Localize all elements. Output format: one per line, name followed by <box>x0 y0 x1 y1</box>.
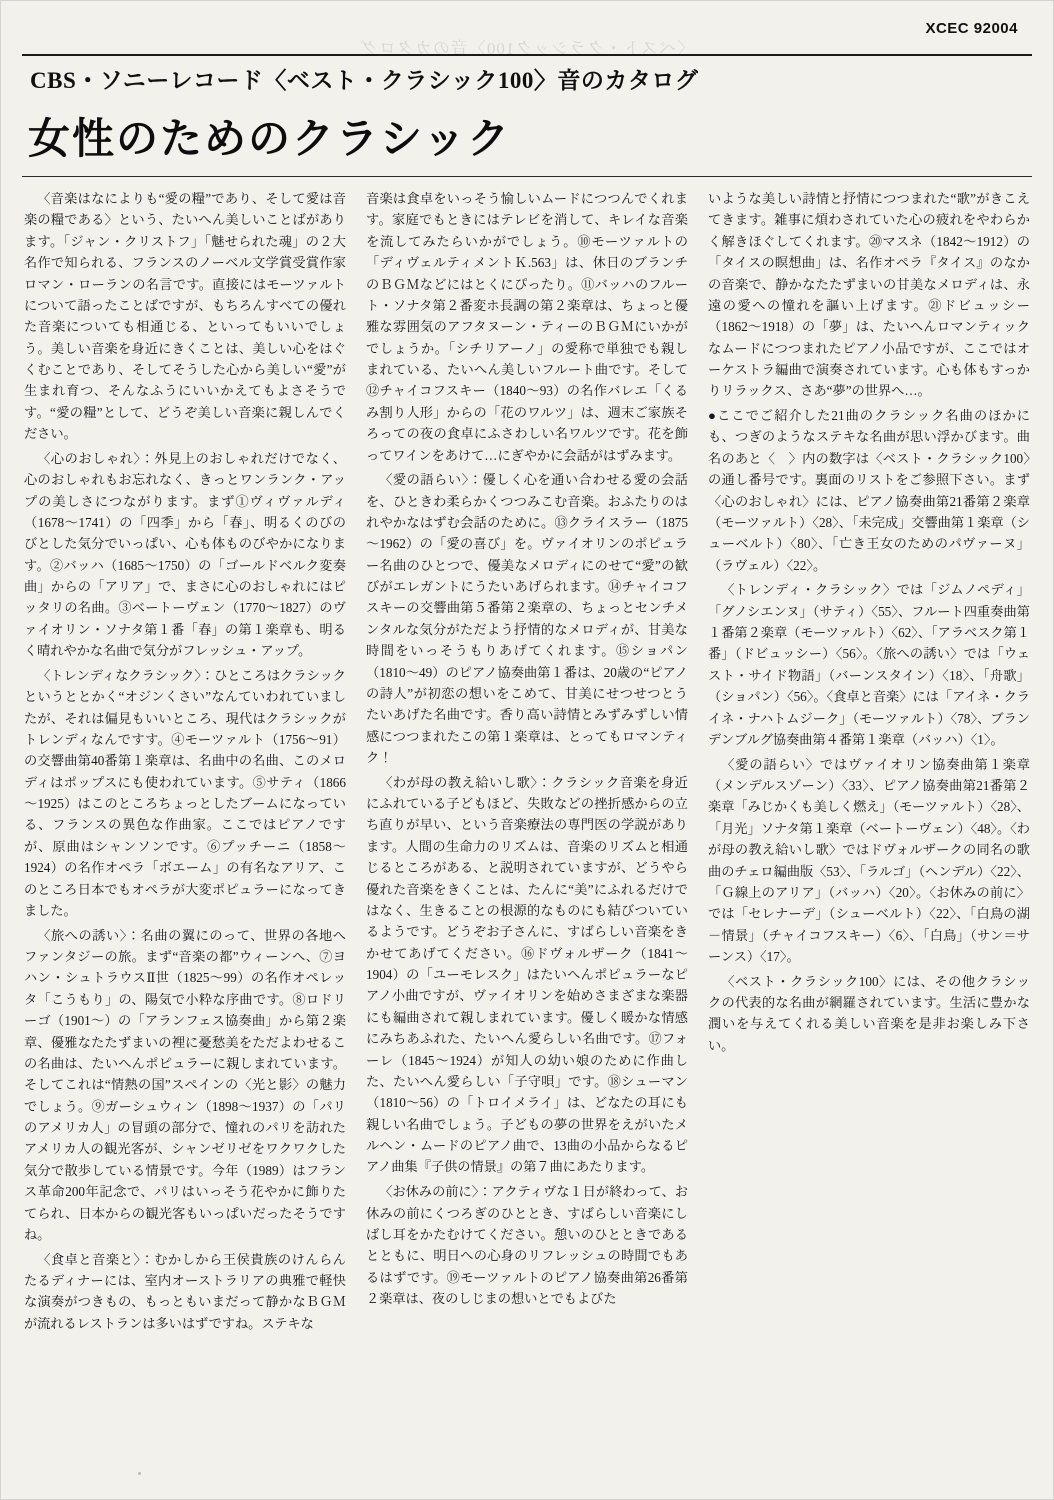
show-through-text: 〈ベスト・クラシック100〉音のカタログ <box>359 39 695 58</box>
paragraph: 〈食卓と音楽と〉：むかしから王侯貴族のけんらんたるディナーには、室内オーストラリアの典雅で軽快な演奏がつきもの、もっともいまだって静かなＢＧＭが流れるレストランは多いはずですね。ステキな <box>24 1251 346 1331</box>
paragraph: 〈愛の語らい〉：優しく心を通い合わせる愛の会話を、ひときわ柔らかくつつみこむ音楽。おふたりのはれやかなはずむ会話のために。⑬クライスラー（1875～1962）の「愛の喜び」を。ヴァイオリンのポピュラー名曲のひとつで、優美なメロディにのせて“愛”の歓びがエレガントにうたいあげられます。⑭チャイコフスキーの交響曲第５番第２楽章の、ちょっとセンチメンタルな気分がただよう抒情的なメロディが、甘美な時間をいっそうもりあげてくれます。⑮ショパン（1810～49）のピアノ協奏曲第１番は、20歳の“ピアノの詩人”が初恋の想いをこめて、甘美にせつせつとうたいあげた名曲です。香り高い詩情とみずみずしい情感につつまれたこの第１楽章は、とってもロマンティク！ <box>366 472 688 766</box>
paragraph: 音楽は食卓をいっそう愉しいムードにつつんでくれます。家庭でもときにはテレビを消して、キレイな音楽を流してみたらいかがでしょう。⑩モーツァルトの「ディヴェルティメントＫ.563」は、休日のブランチのＢＧＭなどにはとくにぴったり。⑪バッハのフルート・ソナタ第２番変ホ長調の第２楽章は、ちょっと優雅な雰囲気のアフタヌーン・ティーのＢＧＭにいかがでしょうか。「シチリアーノ」の愛称で単独でも親しまれている、たいへん美しいフルート曲です。そして⑫チャイコフスキー（1840～93）の名作バレエ「くるみ割り人形」からの「花のワルツ」は、週末ご家族そろっての夜の食卓にふさわしい名ワルツです。花を飾ってワインをあけて…にぎやかに会話がはずみます。 <box>366 191 688 463</box>
page-title: 女性のためのクラシック <box>28 117 512 163</box>
page-speck <box>138 1472 141 1475</box>
paragraph: いような美しい詩情と抒情につつまれた“歌”がきこえてきます。雑事に煩わされていた心の疲れをやわらかく解きほぐしてくれます。⑳マスネ（1842～1912）の「タイスの瞑想曲」は、名作オペラ『タイス』のなかの音楽で、静かなたたずまいの甘美なメロディは、永遠の愛への憧れを謳い上げます。㉑ドビュッシー（1862～1918）の「夢」は、たいへんロマンティックなムードにつつまれたピアノ小品ですが、ここではオーケストラ編曲で演奏されています。心も体もすっかりリラックス、さあ“夢”の世界へ…。 <box>708 191 1030 399</box>
paragraph: 〈愛の語らい〉ではヴァイオリン協奏曲第１楽章（メンデルスゾーン）〈33〉、ピアノ協奏曲第21番第２楽章「みじかくも美しく燃え」（モーツァルト）〈28〉、「月光」ソナタ第１楽章（ベートーヴェン）〈48〉。〈わが母の教え給いし歌〉ではドヴォルザークの同名の歌曲のチェロ編曲版〈53〉、「ラルゴ」（ヘンデル）〈22〉、「Ｇ線上のアリア」（バッハ）〈20〉。〈お休みの前に〉では「セレナーデ」（シューベルト）〈22〉、「白鳥の湖－情景」（チャイコフスキー）〈6〉、「白鳥」（サン＝サーンス）〈17〉。 <box>708 756 1030 965</box>
article-body <box>24 188 1030 1337</box>
paragraph: 〈わが母の教え給いし歌〉：クラシック音楽を身近にふれている子どもほど、失敗などの挫折感からの立ち直りが早い、という音楽療法の専門医の学説があります。人間の生命力のリズムは、音楽のリズムと相通じるところがある、と説明されていますが、どうやら優れた音楽をきくことは、たんに“美”にふれるだけではなく、生きることの根源的なものにも結びついているようです。どうぞお子さんに、すばらしい音楽をきかせてあげてください。⑯ドヴォルザーク（1841～1904）の「ユーモレスク」はたいへんポピュラーなピアノ小曲ですが、ヴァイオリンを始めさまざまな楽器にも編曲されて親しまれています。優しく暖かな情感にみちあふれた、たいへん愛らしい名曲です。⑰フォーレ（1845～1924）が知人の幼い娘のために作曲した、たいへん愛らしい「子守唄」です。⑱シューマン（1810～56）の「トロイメライ」は、どなたの耳にも親しい名曲でしょう。子どもの夢の世界をえがいたメルヘン・ムードのピアノ曲で、13曲の小品からなるピアノ曲集『子供の情景』の第７曲にあたります。 <box>366 774 688 1175</box>
paragraph: 〈旅への誘い〉：名曲の翼にのって、世界の各地へファンタジーの旅。まず“音楽の都”ウィーンへ、⑦ヨハン・シュトラウスⅡ世（1825～99）の名作オペレッタ「こうもり」の、陽気で小粋な序曲です。⑧ロドリーゴ（1901～）の「アランフェス協奏曲」から第２楽章、優雅なたたずまいの裡に憂愁美をただよわせるこの名曲は、たいへんポピュラーに親しまれています。そしてこれは“情熱の国”スペインの〈光と影〉の魅力でしょう。⑨ガーシュウィン（1898～1937）の「パリのアメリカ人」の冒頭の部分で、憧れのパリを訪れたアメリカ人の観光客が、シャンゼリゼをワクワクした気分で散歩している情景です。今年（1989）はフランス革命200年記念で、パリはいっそう花やかに飾りたてられ、日本からの観光客もいっぱいだったそうですね。 <box>24 927 346 1242</box>
paragraph-bullet: ●ここでご紹介した21曲のクラシック名曲のほかにも、つぎのようなステキな名曲が思い浮かびます。曲名のあと〈 〉内の数字は〈ベスト・クラシック100〉の通し番号です。裏面のリストをご参照下さい。まず〈心のおしゃれ〉には、ピアノ協奏曲第21番第２楽章（モーツァルト）〈28〉、「未完成」交響曲第１楽章（シューベルト）〈80〉、「亡き王女のためのパヴァーヌ」（ラヴェル）〈22〉。 <box>708 408 1030 573</box>
catalog-number: XCEC 92004 <box>925 20 1018 37</box>
series-title: CBS・ソニーレコード〈ベスト・クラシック100〉音のカタログ <box>30 68 699 93</box>
paragraph: 〈トレンディ・クラシック〉では「ジムノペディ」「グノシエンヌ」（サティ）〈55〉、フルート四重奏曲第１番第２楽章（モーツァルト）〈62〉、「アラベスク第１番」（ドビュッシー）〈56〉。〈旅への誘い〉では「ウェスト・サイド物語」（バーンスタイン）〈18〉、「舟歌」（ショパン）〈56〉。〈食卓と音楽〉には「アイネ・クライネ・ナハトムジーク」（モーツァルト）〈78〉、ブランデンブルグ協奏曲第４番第１楽章（バッハ）〈1〉。 <box>708 582 1030 747</box>
text-column-2 <box>366 188 688 1337</box>
paragraph: 〈トレンディなクラシック〉：ひところはクラシックというととかく“オジンくさい”なんていわれていましたが、それは偏見もいいところ、現代はクラシックがトレンディなんですす。④モーツァルト（1756～91）の交響曲第40番第１楽章は、名曲中の名曲、このメロディはポップスにも使われています。⑤サティ（1866～1925）はこのところちょっとしたブームになっている、フランスの異色な作曲家。ここではピアノですが、原曲はシャンソンです。⑥プッチーニ（1858～1924）の名作オペラ「ボエーム」の有名なアリア、このところ日本でもオペラが大変ポピュラーになってきました。 <box>24 667 346 918</box>
paragraph: 〈ベスト・クラシック100〉には、その他クラシックの代表的な名曲が網羅されています。生活に豊かな潤いを与えてくれる美しい音楽を是非お楽しみ下さい。 <box>708 973 1030 1053</box>
header-rule-top <box>22 54 1032 56</box>
paragraph: 〈お休みの前に〉：アクティヴな１日が終わって、お休みの前にくつろぎのひととき、すばらしい音楽にしばし耳をかたむけてください。憩いのひとときであるとともに、明日への心身のリフレッシュの時間でもあるはずです。⑲モーツァルトのピアノ協奏曲第26番第２楽章は、夜のしじまの想いとでもよびた <box>366 1184 688 1307</box>
text-column-1 <box>24 188 346 1337</box>
paragraph: 〈心のおしゃれ〉：外見上のおしゃれだけでなく、心のおしゃれもお忘れなく、きっとワンランク・アップの美しさにつながります。まず①ヴィヴァルディ（1678～1741）の「四季」から「春」、明るくのびのびとした気分でいっぱい、心も体ものびやかになります。②バッハ（1685～1750）の「ゴールドベルク変奏曲」からの「アリア」で、まさに心のおしゃれにはピッタリの名曲。③ベートーヴェン（1770～1827）のヴァイオリン・ソナタ第１番「春」の第１楽章も、明るく晴れやかな名曲で気分がフレッシュ・アップ。 <box>24 450 346 659</box>
header-rule-bottom <box>22 176 1032 177</box>
paragraph: 〈音楽はなによりも“愛の糧”であり、そして愛は音楽の糧である〉という、たいへん美しいことばがあります。「ジャン・クリストフ」「魅せられた魂」の２大名作で知られる、フランスのノーベル文学賞受賞作家ロマン・ローランの名言です。直接にはモーツァルトについて語ったことばですが、もちろんすべての優れた音楽についても相通じる、といってもいいでしょう。美しい音楽を身近にきくことは、美しい心をはぐくむことであり、そしてそうした心から美しい“愛”が生まれ育つ、そんなふうにいいかえてもよさそうです。“愛の糧”として、どうぞ美しい音楽に親しんでください。 <box>24 191 346 442</box>
text-column-3 <box>708 188 1030 1337</box>
